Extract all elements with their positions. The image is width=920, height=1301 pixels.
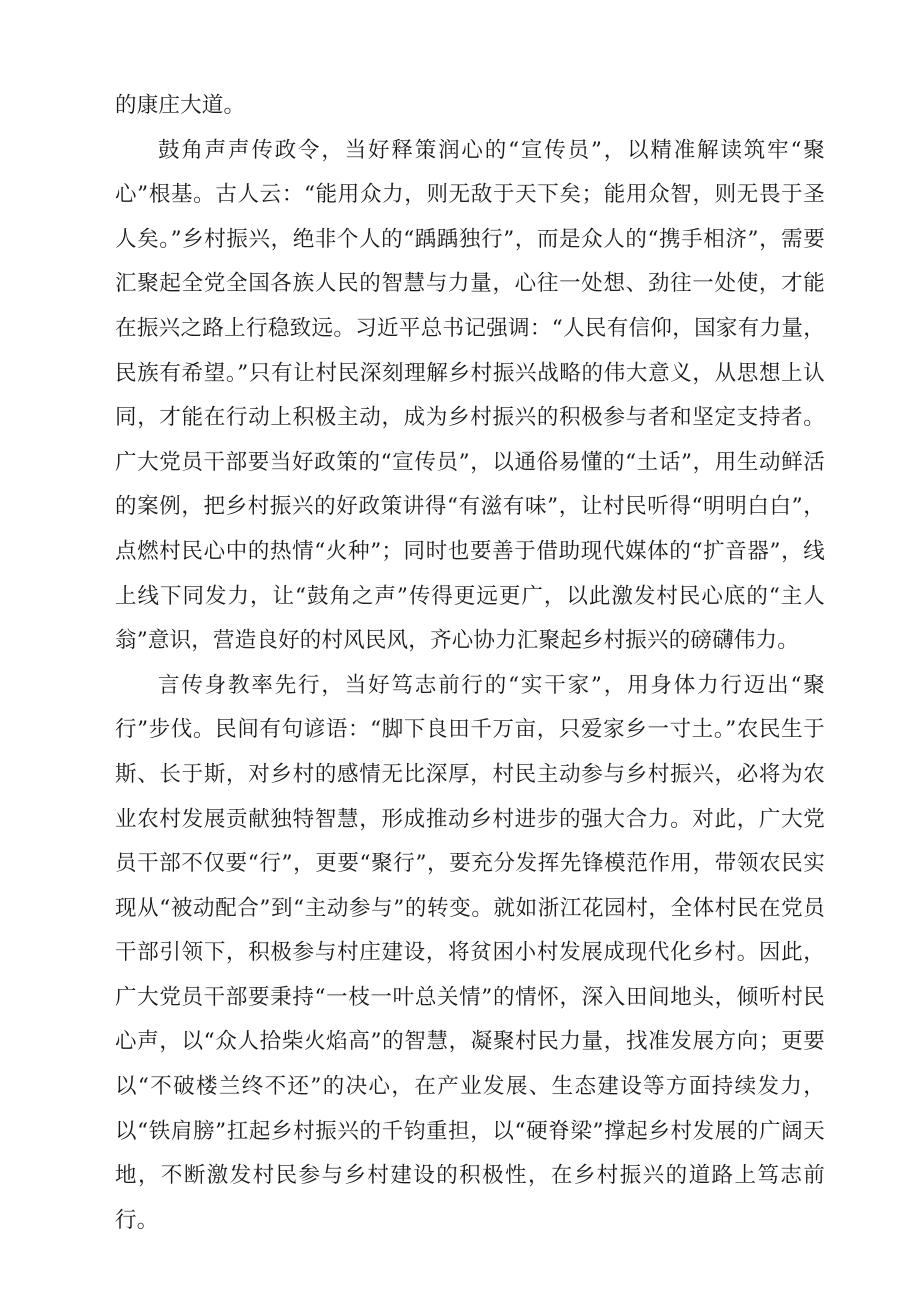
document-body xyxy=(115,84,825,1243)
paragraph-propaganda: 鼓角声声传政令，当好释策润心的“宣传员”，以精准解读筑牢“聚心”根基。古人云：“能用众力，则无敌于天下矣；能用众智，则无畏于圣人矣。”乡村振兴，绝非个人的“踽踽独行”，而是众人的“携手相济”，需要汇聚起全党全国各族人民的智慧与力量，心往一处想、劲往一处使，才能在振兴之路上行稳致远。习近平总书记强调：“人民有信仰，国家有力量，民族有希望。”只有让村民深刻理解乡村振兴战略的伟大意义，从思想上认同，才能在行动上积极主动，成为乡村振兴的积极参与者和坚定支持者。广大党员干部要当好政策的“宣传员”，以通俗易懂的“土话”，用生动鲜活的案例，把乡村振兴的好政策讲得“有滋有味”，让村民听得“明明白白”，点燃村民心中的热情“火种”；同时也要善于借助现代媒体的“扩音器”，线上线下同发力，让“鼓角之声”传得更远更广，以此激发村民心底的“主人翁”意识，营造良好的村风民风，齐心协力汇聚起乡村振兴的磅礴伟力。 xyxy=(115,137,825,654)
paragraph-action: 言传身教率先行，当好笃志前行的“实干家”，用身体力行迈出“聚行”步伐。民间有句谚语：“脚下良田千万亩，只爱家乡一寸土。”农民生于斯、长于斯，对乡村的感情无比深厚，村民主动参与乡村振兴，必将为农业农村发展贡献独特智慧，形成推动乡村进步的强大合力。对此，广大党员干部不仅要“行”，更要“聚行”，要充分发挥先锋模范作用，带领农民实现从“被动配合”到“主动参与”的转变。就如浙江花园村，全体村民在党员干部引领下，积极参与村庄建设，将贫困小村发展成现代化乡村。因此，广大党员干部要秉持“一枝一叶总关情”的情怀，深入田间地头，倾听村民心声，以“众人拾柴火焰高”的智慧，凝聚村民力量，找准发展方向；更要以“不破楼兰终不还”的决心，在产业发展、生态建设等方面持续发力，以“铁肩膀”扛起乡村振兴的千钧重担，以“硬脊梁”撑起乡村发展的广阔天地，不断激发村民参与乡村建设的积极性，在乡村振兴的道路上笃志前行。 xyxy=(115,672,825,1233)
paragraph-continuation: 的康庄大道。 xyxy=(115,93,246,118)
